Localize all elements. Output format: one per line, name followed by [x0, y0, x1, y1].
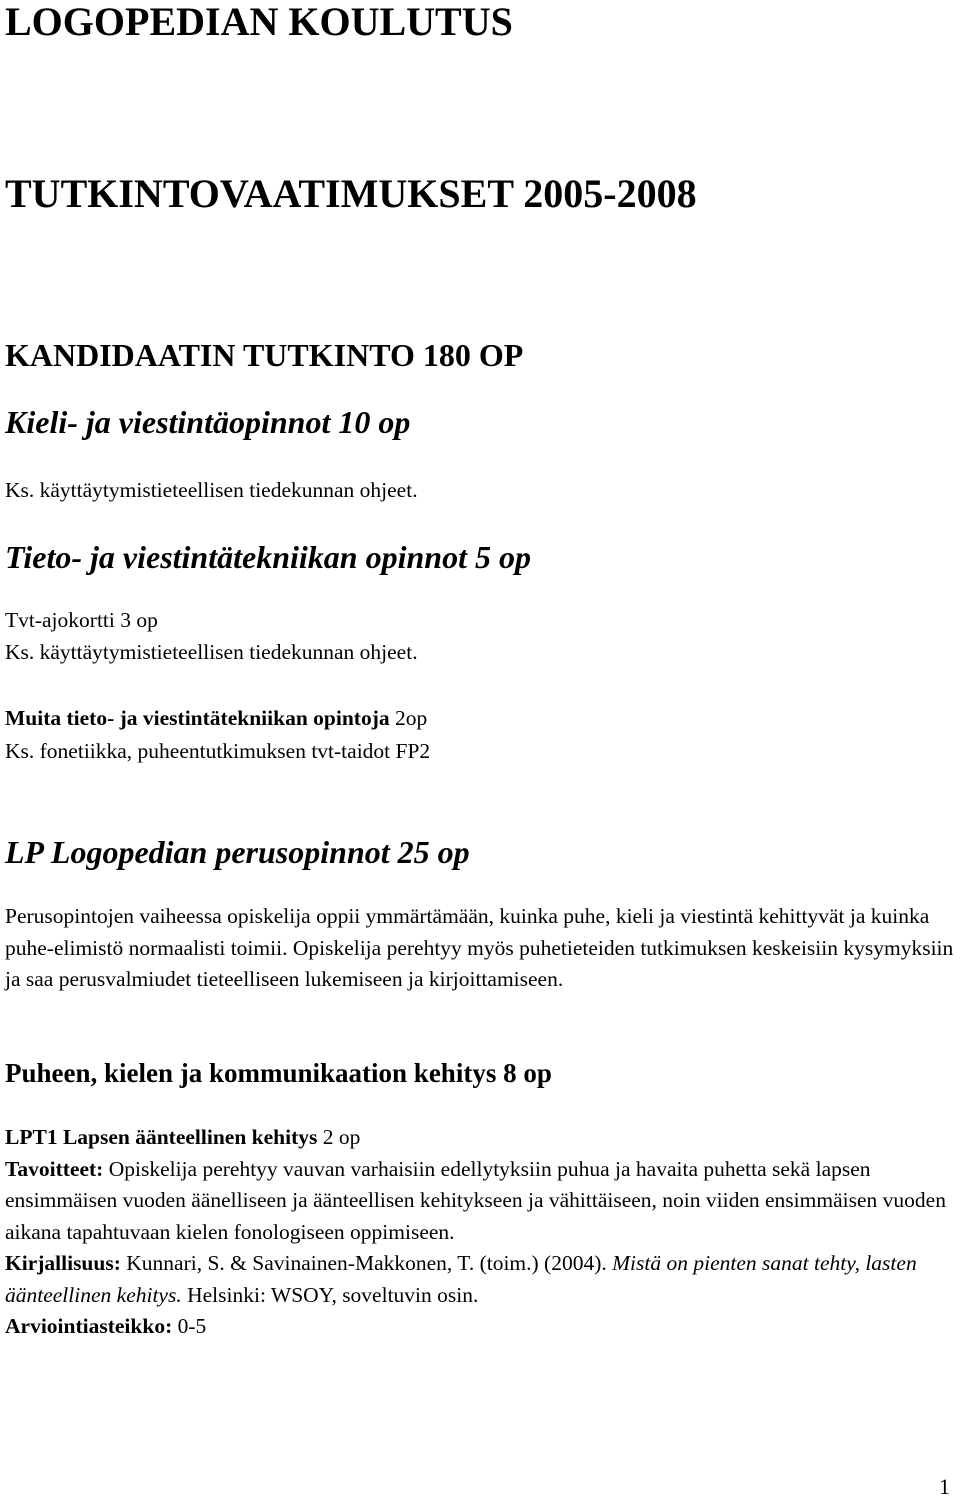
- course-goals: [5, 1154, 955, 1249]
- lang-studies-heading: Kieli- ja viestintäopinnot 10 op: [5, 404, 411, 440]
- other-ict-reference: Ks. fonetiikka, puheentutkimuksen tvt-taidot FP2: [5, 739, 431, 763]
- goals-text: Opiskelija perehtyy vauvan varhaisiin edellytyksiin puhua ja havaita puhetta sekä lapsen ensimmäisen vuoden äänelliseen ja äänteellisen kehitykseen ja vähittäiseen, noin viiden ensimmäisen vuoden aikana tapahtuvaan kielen fonologiseen oppimiseen.: [5, 1156, 946, 1244]
- ict-studies-heading: Tieto- ja viestintätekniikan opinnot 5 op: [5, 539, 531, 575]
- lang-studies-reference: Ks. käyttäytymistieteellisen tiedekunnan ohjeet.: [5, 478, 418, 502]
- literature-authors: Kunnari, S. & Savinainen-Makkonen, T. (toim.) (2004).: [120, 1251, 613, 1275]
- course-code-title: LPT1 Lapsen äänteellinen kehitys: [5, 1125, 318, 1149]
- course-lpt1: [5, 1122, 955, 1343]
- course-title-line: [5, 1122, 955, 1154]
- other-ict-credits: 2op: [389, 706, 428, 730]
- basic-studies-heading: LP Logopedian perusopinnot 25 op: [5, 834, 470, 870]
- grading-value: 0-5: [172, 1314, 207, 1338]
- literature-publisher: Helsinki: WSOY, soveltuvin osin.: [181, 1282, 479, 1307]
- course-literature: [5, 1248, 955, 1311]
- other-ict-studies: [5, 705, 427, 731]
- basic-studies-description: Perusopintojen vaiheessa opiskelija oppii ymmärtämään, kuinka puhe, kieli ja viestintä kehittyvät ja kuinka puhe-elimistö normaalisti toimii. Opiskelija perehtyy myös puhetieteiden tutkimuksen keskeisiin kysymyksiin ja saa perusvalmiudet tieteelliseen lukemiseen ja kirjoittamiseen.: [5, 904, 954, 991]
- section-heading: Puheen, kielen ja kommunikaation kehitys 8 op: [5, 1058, 552, 1088]
- literature-title: Mistä on pienten sanat tehty, lasten äänteellinen kehitys.: [5, 1251, 917, 1307]
- document-title: LOGOPEDIAN KOULUTUS: [5, 0, 513, 44]
- ict-driving-licence: Tvt-ajokortti 3 op: [5, 608, 158, 632]
- ict-studies-reference: Ks. käyttäytymistieteellisen tiedekunnan ohjeet.: [5, 640, 418, 664]
- course-credits: 2 op: [317, 1125, 361, 1149]
- document-subtitle: TUTKINTOVAATIMUKSET 2005-2008: [5, 171, 697, 216]
- goals-label: Tavoitteet:: [5, 1156, 104, 1181]
- literature-label: Kirjallisuus:: [5, 1251, 121, 1275]
- degree-heading: KANDIDAATIN TUTKINTO 180 OP: [5, 337, 524, 373]
- other-ict-label: Muita tieto- ja viestintätekniikan opintoja: [5, 706, 390, 730]
- page-number: 1: [939, 1474, 950, 1499]
- course-grading: [5, 1311, 955, 1343]
- grading-label: Arviointiasteikko:: [5, 1314, 173, 1338]
